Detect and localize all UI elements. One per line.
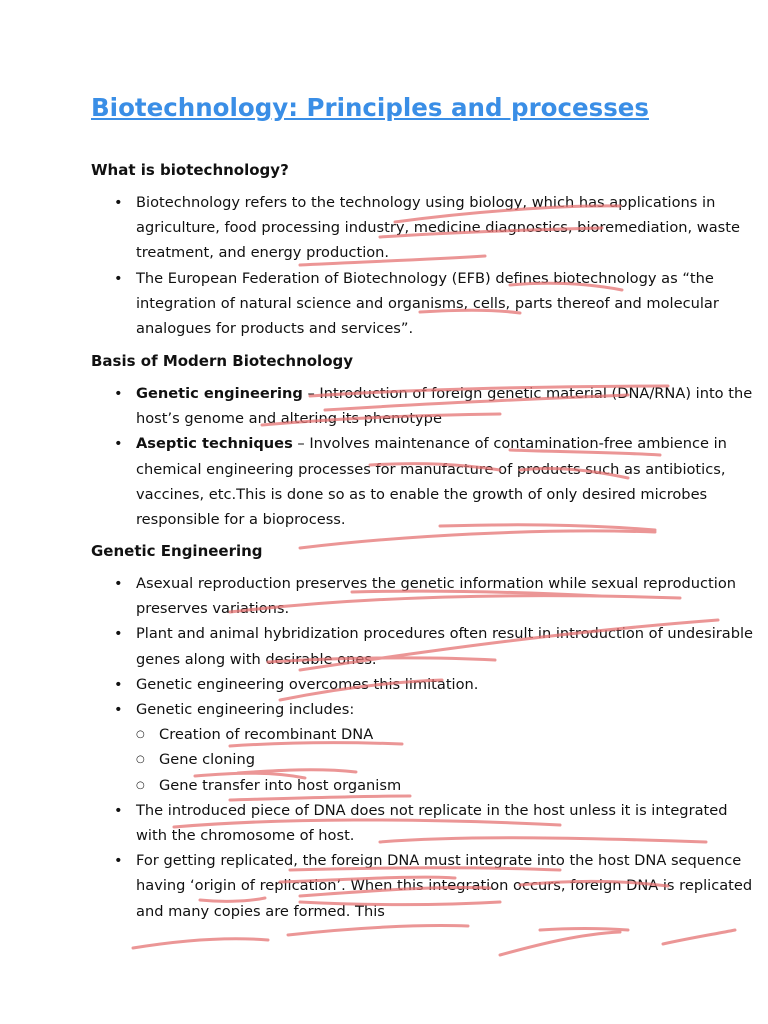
circle-bullet-icon: ○ [136,779,145,791]
list-item: • Genetic engineering includes: ○ Creation of recombinant DNA ○ Gene cloning ○ Gene transfer into host organism [114,697,754,798]
document-title: Biotechnology: Principles and processes [91,93,649,122]
circle-bullet-icon: ○ [136,729,145,741]
list-item: • The European Federation of Biotechnology (EFB) defines biotechnology as “the integration of natural science and organisms, cells, parts thereof and molecular analogues for products and services”. [114,266,754,342]
section-heading-what-is-biotechnology: What is biotechnology? [91,161,289,179]
sub-bullet-list [136,722,754,798]
annotation-stroke [500,932,620,955]
term-label: Genetic engineering [136,385,303,402]
list-item: • Plant and animal hybridization procedures often result in introduction of undesirable genes along with desirable ones. [114,621,754,671]
circle-bullet-icon: ○ [136,754,145,766]
list-item: • Genetic engineering – Introduction of foreign genetic material (DNA/RNA) into the host’s genome and altering its phenotype [114,381,754,431]
bullet-icon: • [114,625,123,643]
bullet-icon: • [114,701,123,719]
sub-list-item: ○ Creation of recombinant DNA [114,722,754,747]
bullet-icon: • [114,269,123,287]
bullet-icon: • [114,801,123,819]
annotation-stroke [663,930,735,944]
bullet-icon: • [114,385,123,402]
bullet-list-what-is-biotechnology [114,190,754,341]
list-item: • Biotechnology refers to the technology using biology, which has applications in agriculture, food processing industry, medicine diagnostics, bioremediation, waste treatment, and energy production. [114,190,754,266]
term-label: Aseptic techniques [136,435,293,453]
sub-list-item: ○ Gene cloning [114,747,754,772]
list-item: • Aseptic techniques – Involves maintenance of contamination-free ambience in chemical engineering processes for manufacture of products such as antibiotics, vaccines, etc.This is done so as to enable the growth of only desired microbes responsible for a bioprocess. [114,431,754,532]
bullet-list-basis [114,381,754,532]
bullet-icon: • [114,435,123,453]
bullet-list-genetic-engineering [114,571,754,924]
list-item: • Genetic engineering overcomes this limitation. [114,672,754,697]
list-item: • The introduced piece of DNA does not replicate in the host unless it is integrated with the chromosome of host. [114,798,754,848]
bullet-icon: • [114,575,123,592]
list-item: • Asexual reproduction preserves the genetic information while sexual reproduction preserves variations. [114,571,754,621]
list-item: • For getting replicated, the foreign DNA must integrate into the host DNA sequence having ‘origin of replication’. When this integration occurs, foreign DNA is replicated and many copies are formed. This [114,848,754,924]
sub-list-item: ○ Gene transfer into host organism [114,773,754,798]
annotation-stroke [288,925,468,935]
bullet-icon: • [114,852,123,870]
bullet-icon: • [114,675,123,693]
section-heading-genetic-engineering: Genetic Engineering [91,542,263,560]
section-heading-basis-of-modern-biotechnology: Basis of Modern Biotechnology [91,352,354,370]
bullet-icon: • [114,194,123,211]
annotation-stroke [540,929,628,931]
annotation-stroke [133,939,268,948]
annotation-stroke [300,531,655,548]
